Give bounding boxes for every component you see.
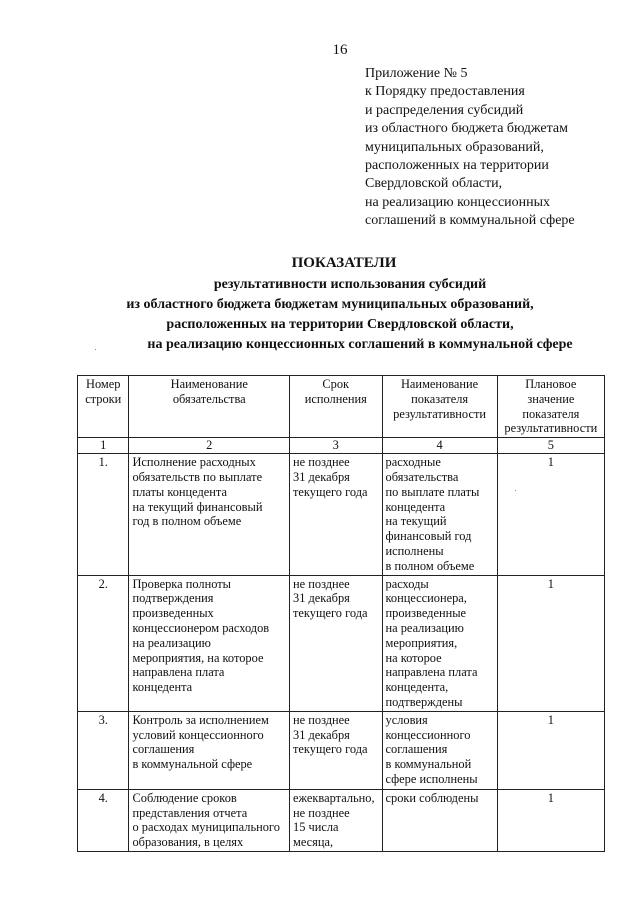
- deadline-cell: не позднее 31 декабря текущего года: [290, 575, 382, 711]
- obligation-cell: Проверка полноты подтверждения произведенных концессионером расходов на реализацию мероприятия, на которое направлена плата концедента: [129, 575, 290, 711]
- row-number: 3.: [78, 711, 129, 789]
- indicator-cell: расходы концессионера, произведенные на реализацию мероприятия, на которое направлена плата концедента, подтверждены: [382, 575, 497, 711]
- header-cell: Срок исполнения: [290, 376, 382, 438]
- indicator-cell: расходные обязательства по выплате платы концедента на текущий финансовый год исполнены в полном объеме: [382, 454, 497, 575]
- appendix-block: [365, 65, 575, 231]
- appendix-line: расположенных на территории: [365, 158, 549, 174]
- appendix-line: из областного бюджета бюджетам: [365, 121, 568, 137]
- indicator-cell: условия концессионного соглашения в коммунальной сфере исполнены: [382, 711, 497, 789]
- deadline-cell: ежеквартально, не позднее 15 числа месяца,: [290, 789, 382, 851]
- column-number: 4: [382, 438, 497, 454]
- header-cell: Наименование показателя результативности: [382, 376, 497, 438]
- column-number-row: [78, 438, 605, 454]
- scan-speck: [95, 349, 96, 350]
- appendix-line: муниципальных образований,: [365, 139, 544, 155]
- appendix-line: соглашений в коммунальной сфере: [365, 213, 575, 229]
- appendix-line: и распределения субсидий: [365, 102, 524, 118]
- table-header-row: [78, 376, 605, 438]
- title-subline: расположенных на территории Свердловской области,: [166, 317, 514, 332]
- appendix-line: на реализацию концессионных: [365, 194, 551, 210]
- appendix-line: к Порядку предоставления: [365, 84, 525, 100]
- column-number: 2: [129, 438, 290, 454]
- appendix-line: Приложение № 5: [365, 66, 468, 81]
- row-number: 4.: [78, 789, 129, 851]
- document-title: ПОКАЗАТЕЛИ: [291, 255, 397, 271]
- page-number: 16: [332, 42, 348, 58]
- planned-value-cell: 1: [497, 711, 604, 789]
- table-row: [78, 711, 605, 789]
- title-subline: результативности использования субсидий: [213, 277, 487, 292]
- planned-value-cell: 1: [497, 454, 604, 575]
- planned-value-cell: 1: [497, 575, 604, 711]
- header-cell: Наименование обязательства: [129, 376, 290, 438]
- header-cell: Плановое значение показателя результативности: [497, 376, 604, 438]
- column-number: 5: [497, 438, 604, 454]
- indicator-cell: сроки соблюдены: [382, 789, 497, 851]
- row-number: 1.: [78, 454, 129, 575]
- table-row: [78, 789, 605, 851]
- title-subline: на реализацию концессионных соглашений в коммунальной сфере: [147, 337, 573, 352]
- obligation-cell: Исполнение расходных обязательств по выплате платы концедента на текущий финансовый год в полном объеме: [129, 454, 290, 575]
- header-cell: Номер строки: [78, 376, 129, 438]
- obligation-cell: Контроль за исполнением условий концессионного соглашения в коммунальной сфере: [129, 711, 290, 789]
- deadline-cell: не позднее 31 декабря текущего года: [290, 454, 382, 575]
- appendix-line: Свердловской области,: [365, 176, 503, 192]
- deadline-cell: не позднее 31 декабря текущего года: [290, 711, 382, 789]
- column-number: 1: [78, 438, 129, 454]
- obligation-cell: Соблюдение сроков представления отчета о расходах муниципального образования, в целях: [129, 789, 290, 851]
- table-row: [78, 575, 605, 711]
- title-subline: из областного бюджета бюджетам муниципальных образований,: [126, 297, 534, 312]
- row-number: 2.: [78, 575, 129, 711]
- column-number: 3: [290, 438, 382, 454]
- table-row: [78, 454, 605, 575]
- planned-value-cell: 1: [497, 789, 604, 851]
- indicators-table: [77, 375, 605, 852]
